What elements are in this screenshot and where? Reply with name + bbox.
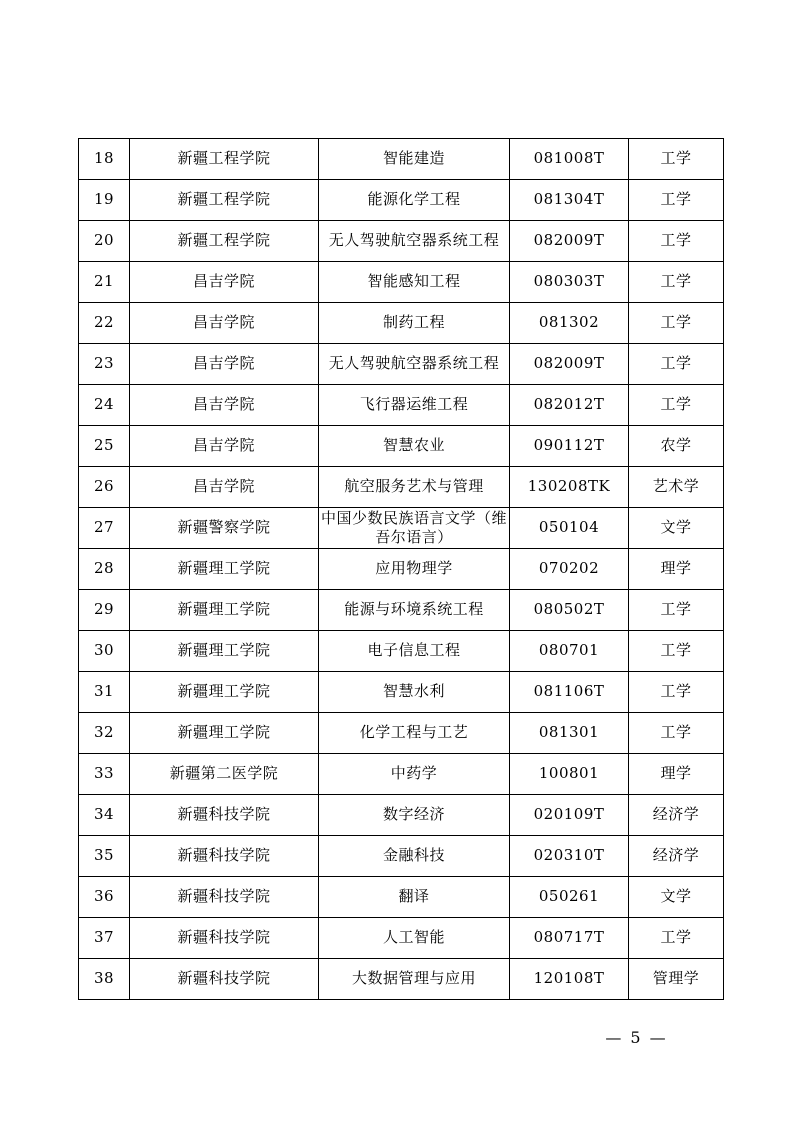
cell-school-name: 新疆理工学院: [130, 631, 319, 672]
cell-degree-category: 工学: [629, 631, 724, 672]
cell-major-name: 数字经济: [319, 795, 510, 836]
table-row: [79, 590, 724, 631]
cell-major-name: 金融科技: [319, 836, 510, 877]
cell-school-name: 新疆理工学院: [130, 590, 319, 631]
cell-serial-number: 29: [79, 590, 130, 631]
majors-table-body: [79, 139, 724, 1000]
cell-major-code: 020310T: [510, 836, 629, 877]
cell-serial-number: 27: [79, 508, 130, 549]
cell-serial-number: 23: [79, 344, 130, 385]
table-row: [79, 754, 724, 795]
cell-major-code: 050261: [510, 877, 629, 918]
table-row: [79, 918, 724, 959]
cell-major-code: 081106T: [510, 672, 629, 713]
table-row: [79, 795, 724, 836]
cell-school-name: 新疆理工学院: [130, 713, 319, 754]
page-number: — 5 —: [605, 1028, 668, 1047]
cell-major-code: 081301: [510, 713, 629, 754]
cell-major-name: 智慧水利: [319, 672, 510, 713]
cell-major-code: 120108T: [510, 959, 629, 1000]
table-row: [79, 344, 724, 385]
cell-major-name: 智慧农业: [319, 426, 510, 467]
cell-school-name: 新疆理工学院: [130, 549, 319, 590]
cell-school-name: 昌吉学院: [130, 385, 319, 426]
cell-school-name: 新疆科技学院: [130, 877, 319, 918]
cell-school-name: 昌吉学院: [130, 303, 319, 344]
cell-major-name: 智能建造: [319, 139, 510, 180]
cell-degree-category: 经济学: [629, 836, 724, 877]
cell-serial-number: 24: [79, 385, 130, 426]
cell-major-code: 082009T: [510, 221, 629, 262]
cell-major-name: 应用物理学: [319, 549, 510, 590]
cell-degree-category: 文学: [629, 877, 724, 918]
majors-table: [78, 138, 724, 1000]
cell-major-code: 090112T: [510, 426, 629, 467]
table-row: [79, 836, 724, 877]
cell-serial-number: 33: [79, 754, 130, 795]
cell-serial-number: 38: [79, 959, 130, 1000]
table-row: [79, 385, 724, 426]
cell-major-name: 航空服务艺术与管理: [319, 467, 510, 508]
cell-serial-number: 30: [79, 631, 130, 672]
cell-serial-number: 36: [79, 877, 130, 918]
cell-serial-number: 28: [79, 549, 130, 590]
cell-school-name: 新疆理工学院: [130, 672, 319, 713]
cell-serial-number: 26: [79, 467, 130, 508]
cell-school-name: 新疆科技学院: [130, 959, 319, 1000]
cell-serial-number: 20: [79, 221, 130, 262]
table-row: [79, 713, 724, 754]
cell-serial-number: 25: [79, 426, 130, 467]
table-row: [79, 139, 724, 180]
cell-degree-category: 工学: [629, 385, 724, 426]
table-row: [79, 672, 724, 713]
cell-serial-number: 34: [79, 795, 130, 836]
cell-major-name: 中药学: [319, 754, 510, 795]
cell-degree-category: 工学: [629, 918, 724, 959]
cell-major-name: 中国少数民族语言文学（维吾尔语言）: [319, 508, 510, 549]
cell-degree-category: 理学: [629, 754, 724, 795]
cell-degree-category: 工学: [629, 262, 724, 303]
cell-major-name: 大数据管理与应用: [319, 959, 510, 1000]
cell-degree-category: 工学: [629, 713, 724, 754]
cell-major-name: 电子信息工程: [319, 631, 510, 672]
cell-major-code: 080303T: [510, 262, 629, 303]
cell-major-name: 无人驾驶航空器系统工程: [319, 221, 510, 262]
table-row: [79, 631, 724, 672]
table-row: [79, 262, 724, 303]
cell-school-name: 新疆警察学院: [130, 508, 319, 549]
table-row: [79, 180, 724, 221]
table-row: [79, 508, 724, 549]
cell-degree-category: 管理学: [629, 959, 724, 1000]
page-footer: [0, 1028, 793, 1047]
cell-school-name: 新疆工程学院: [130, 221, 319, 262]
cell-major-name: 翻译: [319, 877, 510, 918]
cell-degree-category: 工学: [629, 221, 724, 262]
cell-degree-category: 文学: [629, 508, 724, 549]
cell-major-name: 无人驾驶航空器系统工程: [319, 344, 510, 385]
cell-degree-category: 农学: [629, 426, 724, 467]
table-row: [79, 303, 724, 344]
cell-serial-number: 37: [79, 918, 130, 959]
table-row: [79, 877, 724, 918]
cell-degree-category: 工学: [629, 344, 724, 385]
cell-school-name: 昌吉学院: [130, 344, 319, 385]
table-row: [79, 549, 724, 590]
majors-table-container: [78, 138, 698, 1000]
cell-school-name: 新疆工程学院: [130, 139, 319, 180]
cell-serial-number: 21: [79, 262, 130, 303]
cell-major-name: 化学工程与工艺: [319, 713, 510, 754]
cell-school-name: 新疆工程学院: [130, 180, 319, 221]
table-row: [79, 426, 724, 467]
cell-major-name: 飞行器运维工程: [319, 385, 510, 426]
cell-major-code: 080717T: [510, 918, 629, 959]
cell-school-name: 新疆科技学院: [130, 918, 319, 959]
cell-serial-number: 18: [79, 139, 130, 180]
cell-major-code: 100801: [510, 754, 629, 795]
cell-major-code: 020109T: [510, 795, 629, 836]
cell-school-name: 昌吉学院: [130, 262, 319, 303]
cell-major-name: 制药工程: [319, 303, 510, 344]
cell-major-code: 082012T: [510, 385, 629, 426]
cell-serial-number: 31: [79, 672, 130, 713]
cell-major-code: 050104: [510, 508, 629, 549]
cell-major-code: 080701: [510, 631, 629, 672]
table-row: [79, 221, 724, 262]
cell-degree-category: 经济学: [629, 795, 724, 836]
cell-major-name: 人工智能: [319, 918, 510, 959]
cell-degree-category: 工学: [629, 590, 724, 631]
cell-school-name: 昌吉学院: [130, 426, 319, 467]
table-row: [79, 467, 724, 508]
cell-degree-category: 工学: [629, 303, 724, 344]
cell-major-code: 081302: [510, 303, 629, 344]
cell-major-code: 081008T: [510, 139, 629, 180]
cell-school-name: 新疆科技学院: [130, 795, 319, 836]
cell-major-code: 080502T: [510, 590, 629, 631]
cell-degree-category: 工学: [629, 180, 724, 221]
cell-degree-category: 工学: [629, 139, 724, 180]
cell-school-name: 新疆第二医学院: [130, 754, 319, 795]
cell-major-code: 081304T: [510, 180, 629, 221]
cell-major-name: 能源与环境系统工程: [319, 590, 510, 631]
cell-major-code: 082009T: [510, 344, 629, 385]
cell-degree-category: 理学: [629, 549, 724, 590]
cell-degree-category: 艺术学: [629, 467, 724, 508]
cell-degree-category: 工学: [629, 672, 724, 713]
cell-serial-number: 32: [79, 713, 130, 754]
cell-major-name: 能源化学工程: [319, 180, 510, 221]
cell-serial-number: 19: [79, 180, 130, 221]
cell-school-name: 新疆科技学院: [130, 836, 319, 877]
cell-major-code: 130208TK: [510, 467, 629, 508]
table-row: [79, 959, 724, 1000]
cell-major-code: 070202: [510, 549, 629, 590]
cell-serial-number: 35: [79, 836, 130, 877]
cell-major-name: 智能感知工程: [319, 262, 510, 303]
cell-serial-number: 22: [79, 303, 130, 344]
cell-school-name: 昌吉学院: [130, 467, 319, 508]
